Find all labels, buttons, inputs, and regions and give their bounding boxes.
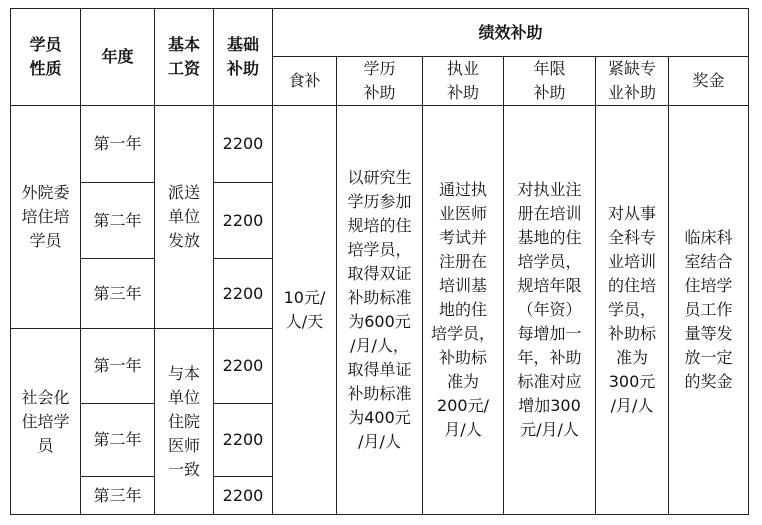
subsidy-cell: 2200	[214, 477, 273, 515]
subsidy-cell: 2200	[214, 404, 273, 477]
salary-social: 与本 单位 住院 医师 一致	[155, 329, 214, 515]
salary-external: 派送 单位 发放	[155, 106, 214, 329]
meal-subsidy: 10元/ 人/天	[273, 106, 337, 515]
header-shortage: 紧缺专 业补助	[596, 57, 669, 106]
bonus-cell: 临床科 室结合 住培学 员工作 量等发 放一定 的奖金	[669, 106, 749, 515]
year-cell: 第二年	[81, 183, 155, 259]
seniority-subsidy: 对执业注 册在培训 基地的住 培学员， 规培年限 （年资） 每增加一 年，补助 标准对应 增加300 元/月/人	[504, 106, 596, 515]
year-cell: 第三年	[81, 477, 155, 515]
header-base-salary: 基本 工资	[155, 9, 214, 106]
header-bonus: 奖金	[669, 57, 749, 106]
header-seniority: 年限 补助	[504, 57, 596, 106]
student-type-social: 社会化 住培学 员	[11, 329, 81, 515]
subsidy-cell: 2200	[214, 329, 273, 404]
subsidy-cell: 2200	[214, 183, 273, 259]
header-performance: 绩效补助	[273, 9, 749, 57]
subsidy-table	[10, 8, 749, 515]
shortage-subsidy: 对从事 全科专 业培训 的住培 学员， 补助标 准为 300元 /月/人	[596, 106, 669, 515]
year-cell: 第一年	[81, 329, 155, 404]
header-base-subsidy: 基础 补助	[214, 9, 273, 106]
education-subsidy: 以研究生 学历参加 规培的住 培学员， 取得双证 补助标准 为600元 /月/人， 取得单证 补助标准 为400元 /月/人	[337, 106, 423, 515]
header-license: 执业 补助	[423, 57, 504, 106]
year-cell: 第二年	[81, 404, 155, 477]
header-meal: 食补	[273, 57, 337, 106]
student-type-external: 外院委 培住培 学员	[11, 106, 81, 329]
header-education: 学历 补助	[337, 57, 423, 106]
year-cell: 第一年	[81, 106, 155, 183]
license-subsidy: 通过执 业医师 考试并 注册在 培训基 地的住 培学员， 补助标 准为 200元/ 月/人	[423, 106, 504, 515]
header-year: 年度	[81, 9, 155, 106]
year-cell: 第三年	[81, 259, 155, 329]
subsidy-cell: 2200	[214, 259, 273, 329]
subsidy-cell: 2200	[214, 106, 273, 183]
header-student-type: 学员 性质	[11, 9, 81, 106]
